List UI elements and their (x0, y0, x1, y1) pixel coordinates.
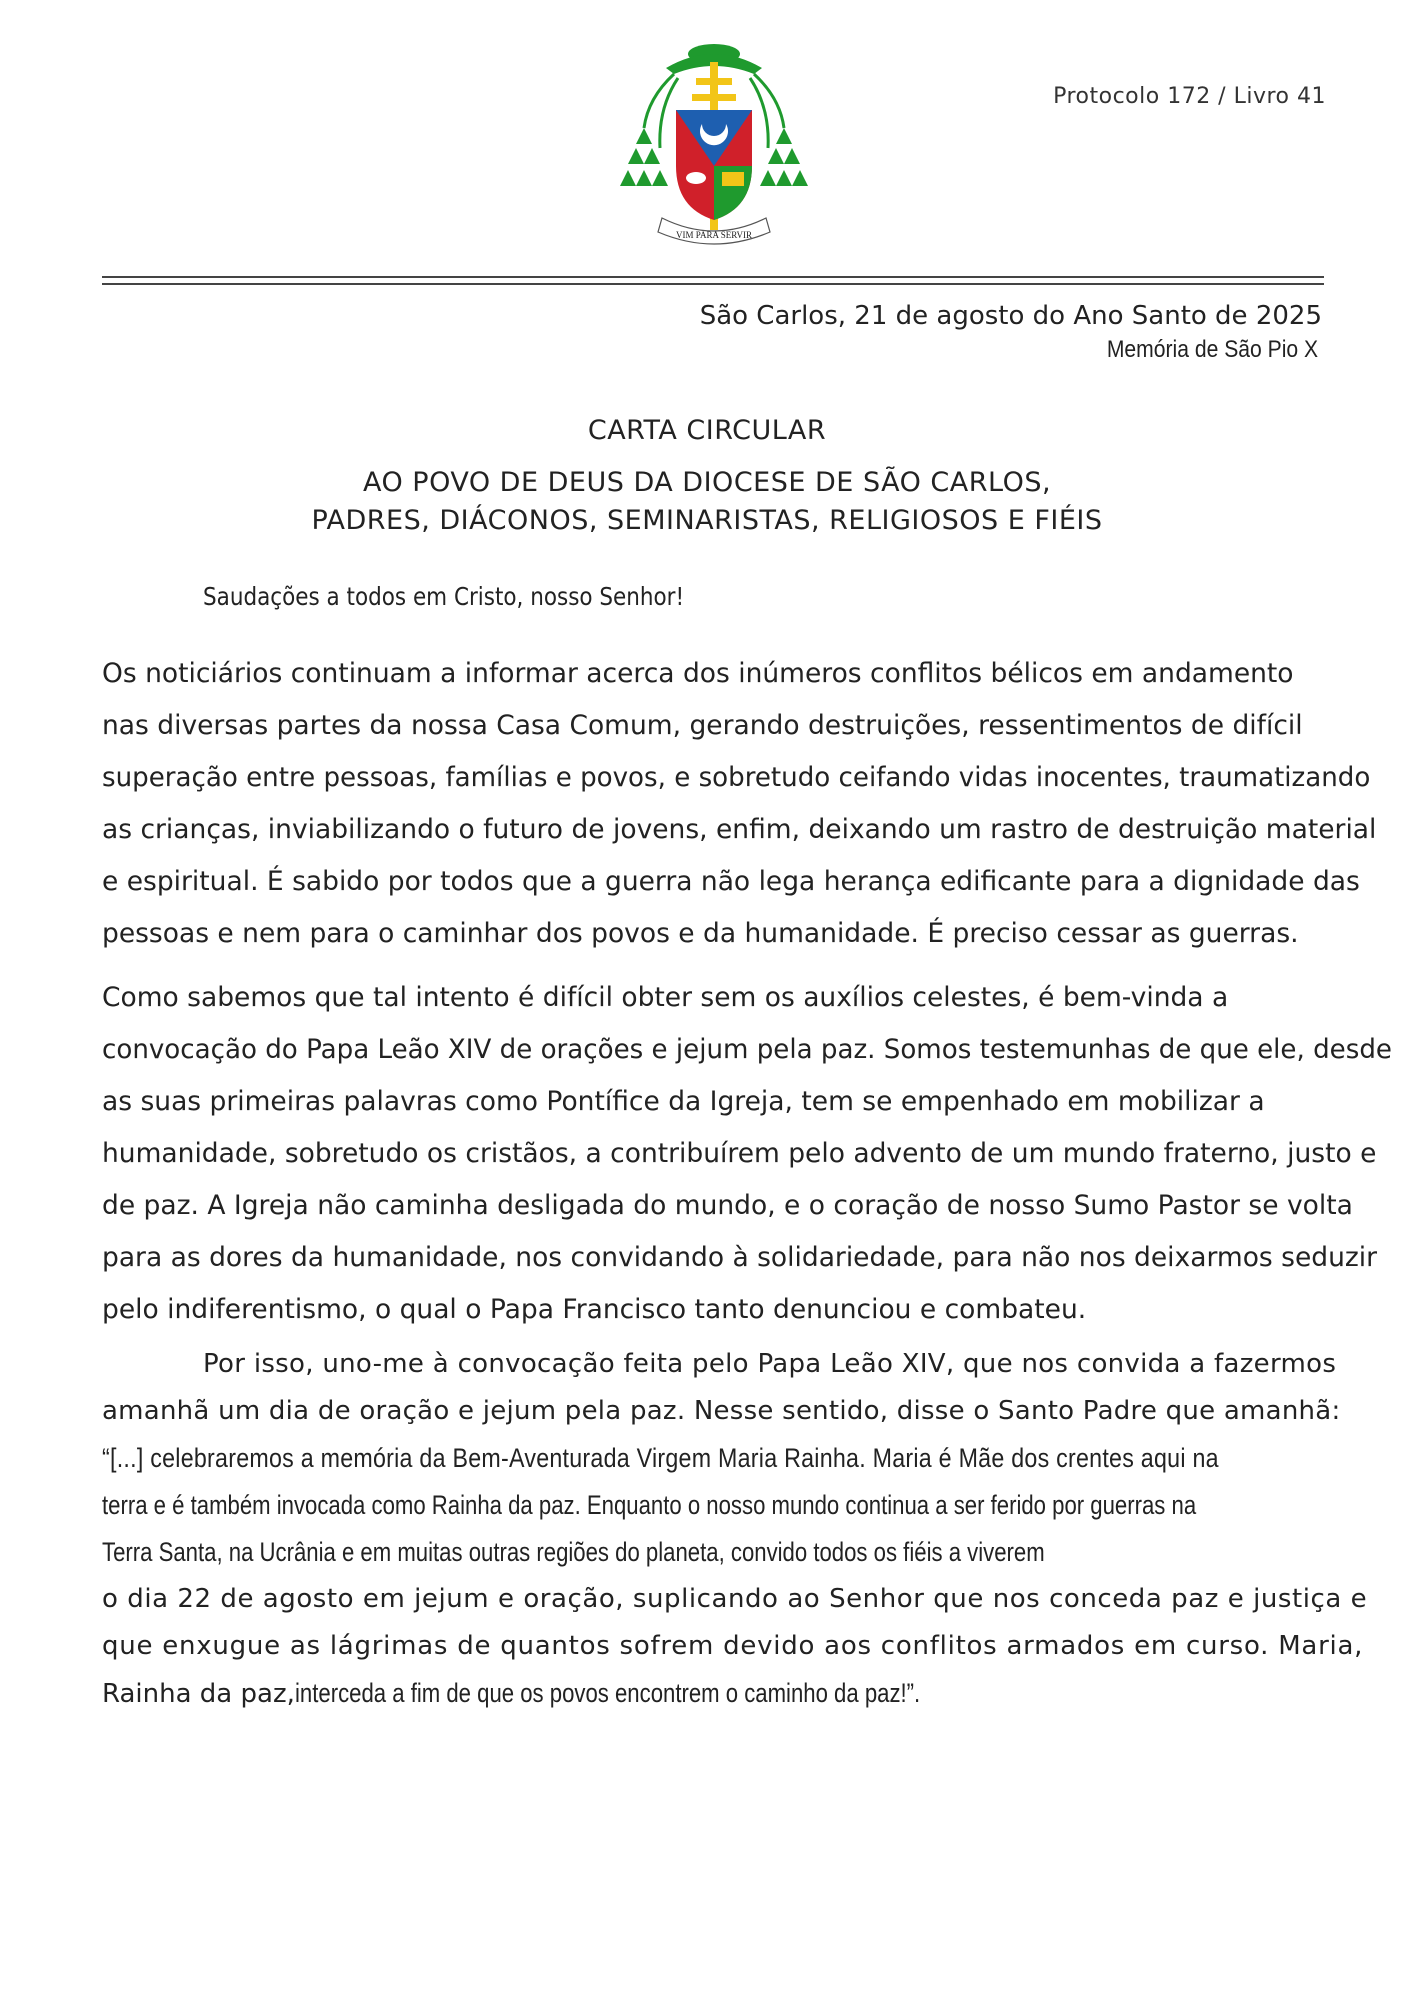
quote-fragment: Rainha da paz, (102, 1679, 295, 1709)
paragraph-line: superação entre pessoas, famílias e povos, e sobretudo ceifando vidas inocentes, traumatizando (102, 762, 1371, 793)
paragraph-line: humanidade, sobretudo os cristãos, a contribuírem pelo advento de um mundo fraterno, justo e (102, 1138, 1377, 1169)
paragraph-line: nas diversas partes da nossa Casa Comum, gerando destruições, ressentimentos de difícil (102, 710, 1303, 741)
paragraph-line: pessoas e nem para o caminhar dos povos e da humanidade. É preciso cessar as guerras. (102, 918, 1299, 949)
quote-line-wrap (102, 1482, 1362, 1529)
paragraph-line-final (102, 1670, 1362, 1717)
header-divider (102, 276, 1324, 278)
paragraph-line: e espiritual. É sabido por todos que a guerra não lega herança edificante para a dignidade das (102, 866, 1360, 897)
paragraph-line: convocação do Papa Leão XIV de orações e jejum pela paz. Somos testemunhas de que ele, desde (102, 1034, 1392, 1065)
quote-line: “[...] celebraremos a memória da Bem-Aventurada Virgem Maria Rainha. Maria é Mãe dos crentes aqui na (102, 1443, 1219, 1473)
coat-of-arms (614, 38, 814, 258)
paragraph-line: para as dores da humanidade, nos convidando à solidariedade, para não nos deixarmos seduzir (102, 1242, 1378, 1273)
liturgical-memorial: Memória de São Pio X (1106, 336, 1318, 363)
paragraph-line: Os noticiários continuam a informar acerca dos inúmeros conflitos bélicos em andamento (102, 658, 1294, 689)
document-title: CARTA CIRCULAR (587, 415, 827, 446)
greeting: Saudações a todos em Cristo, nosso Senhor! (203, 582, 685, 611)
paragraph-line: amanhã um dia de oração e jejum pela paz. Nesse sentido, disse o Santo Padre que amanhã: (102, 1396, 1341, 1426)
paragraph-2 (102, 972, 1392, 1336)
paragraph-line: o dia 22 de agosto em jejum e oração, suplicando ao Senhor que nos conceda paz e justiça e (102, 1584, 1368, 1614)
header-divider-secondary (102, 283, 1324, 285)
place-and-date: São Carlos, 21 de agosto do Ano Santo de 2025 (699, 301, 1322, 331)
addressee-line-1: AO POVO DE DEUS DA DIOCESE DE SÃO CARLOS, (362, 467, 1052, 498)
quote-line-wrap (102, 1435, 1362, 1482)
paragraph-line: pelo indiferentismo, o qual o Papa Francisco tanto denunciou e combateu. (102, 1294, 1087, 1325)
motto-text: VIM PARA SERVIR (676, 230, 752, 240)
quote-fragment-condensed: interceda a fim de que os povos encontrem o caminho da paz!”. (294, 1678, 921, 1708)
paragraph-line: de paz. A Igreja não caminha desligada do mundo, e o coração de nosso Sumo Pastor se volta (102, 1190, 1353, 1221)
paragraph-3 (102, 1341, 1368, 1717)
quote-line: Terra Santa, na Ucrânia e em muitas outras regiões do planeta, convido todos os fiéis a viverem (102, 1537, 1045, 1567)
addressee-line-2: PADRES, DIÁCONOS, SEMINARISTAS, RELIGIOSOS E FIÉIS (311, 505, 1103, 536)
paragraph-line: Como sabemos que tal intento é difícil obter sem os auxílios celestes, é bem-vinda a (102, 982, 1229, 1013)
quote-line-wrap (102, 1529, 1362, 1576)
quote-line: terra e é também invocada como Rainha da paz. Enquanto o nosso mundo continua a ser ferido por guerras na (102, 1490, 1197, 1520)
paragraph-line: as suas primeiras palavras como Pontífice da Igreja, tem se empenhado em mobilizar a (102, 1086, 1265, 1117)
paragraph-line: que enxugue as lágrimas de quantos sofrem devido aos conflitos armados em curso. Maria, (102, 1631, 1364, 1661)
protocol-number: Protocolo 172 / Livro 41 (1053, 84, 1326, 109)
paragraph-line: Por isso, uno-me à convocação feita pelo Papa Leão XIV, que nos convida a fazermos (203, 1349, 1337, 1379)
paragraph-line: as crianças, inviabilizando o futuro de jovens, enfim, deixando um rastro de destruição material (102, 814, 1377, 845)
paragraph-1 (102, 648, 1377, 960)
